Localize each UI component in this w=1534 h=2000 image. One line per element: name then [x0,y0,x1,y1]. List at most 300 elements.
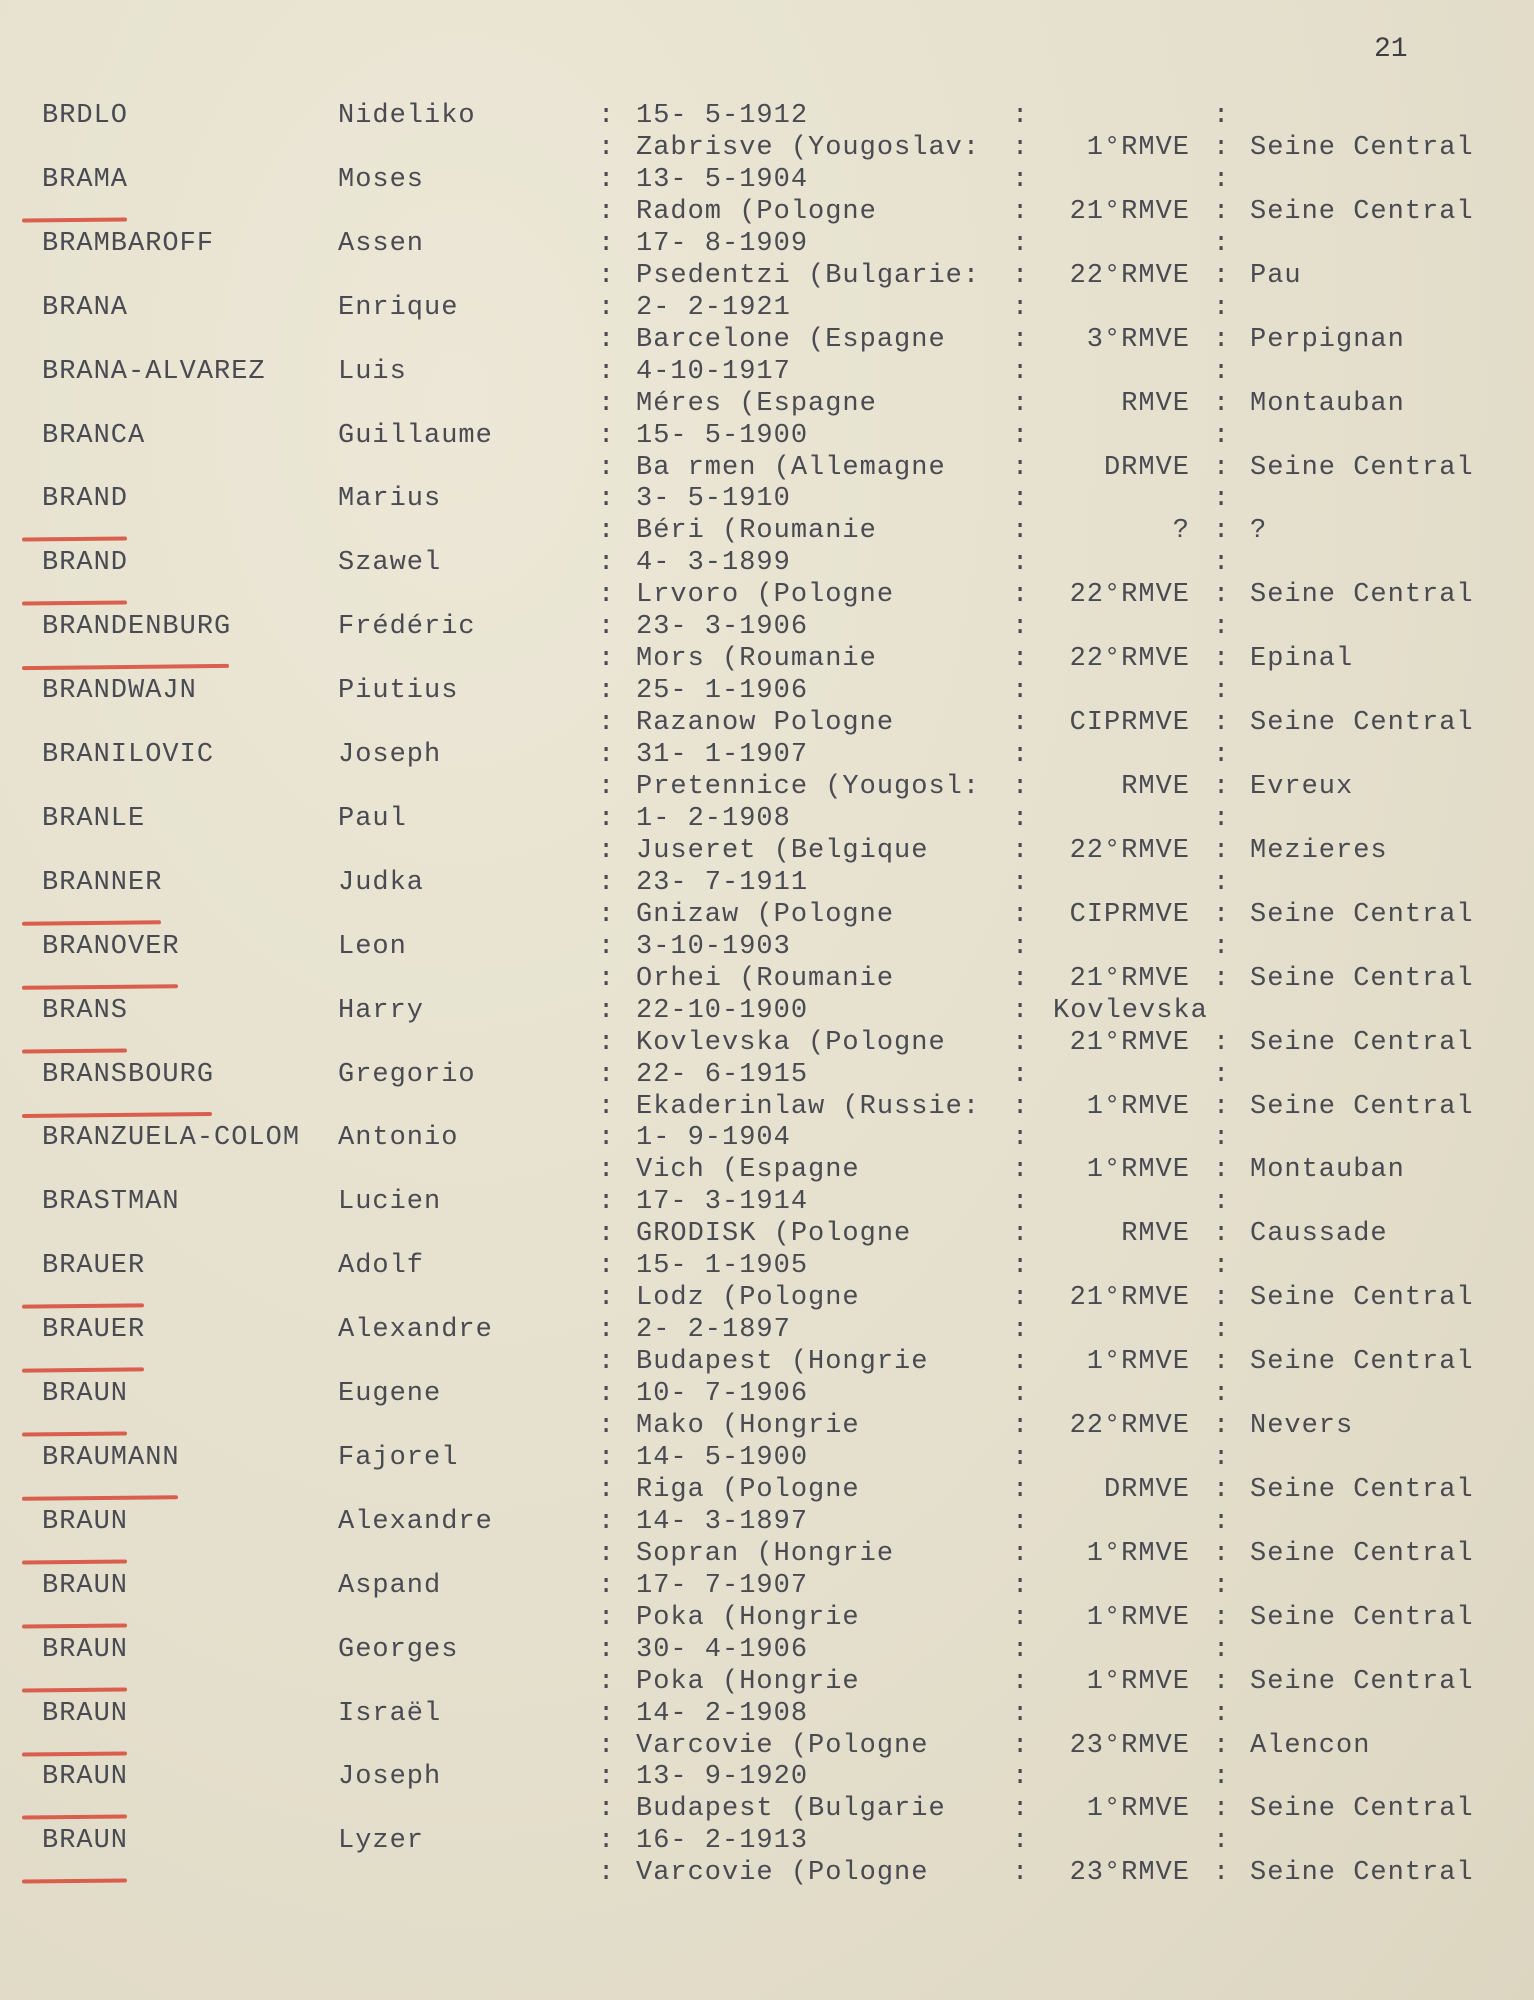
separator: : [1213,964,1231,994]
separator: : [1012,1731,1030,1761]
separator: : [1012,676,1030,706]
separator: : [1213,1092,1231,1122]
unit: CIPRMVE [1069,708,1190,738]
birth-date: 16- 2-1913 [636,1826,809,1856]
surname: BRANDENBURG [42,612,232,642]
birth-place: Vich (Espagne [636,1155,860,1185]
separator: : [1012,1539,1030,1569]
birth-date: 3- 5-1910 [636,484,791,514]
destination: Seine Central [1250,197,1474,227]
separator: : [598,1219,616,1249]
red-underline [22,1048,127,1053]
surname: BRANS [42,996,129,1026]
destination: Seine Central [1250,1667,1474,1697]
destination: Evreux [1250,772,1354,802]
separator: : [1012,516,1030,546]
separator: : [598,421,616,451]
separator: : [598,325,616,355]
surname: BRANNER [42,868,163,898]
destination: Seine Central [1250,133,1474,163]
separator: : [1213,1315,1231,1345]
separator: : [598,357,616,387]
destination: Seine Central [1250,1858,1474,1888]
birth-date: 30- 4-1906 [636,1635,809,1665]
birth-place: Barcelone (Espagne [636,325,946,355]
separator: : [1012,1219,1030,1249]
unit: DRMVE [1103,453,1190,483]
birth-place: Orhei (Roumanie [636,964,895,994]
separator: : [1213,932,1231,962]
birth-place: Budapest (Bulgarie [636,1794,946,1824]
separator: : [1012,357,1030,387]
destination: Seine Central [1250,1794,1474,1824]
separator: : [1213,612,1231,642]
destination: Seine Central [1250,708,1474,738]
birth-date: 2- 2-1921 [636,293,791,323]
separator: : [1213,1731,1231,1761]
red-underline [22,217,127,222]
separator: : [1012,868,1030,898]
separator: : [1213,580,1231,610]
birth-date: 1- 9-1904 [636,1123,791,1153]
unit: 22°RMVE [1069,836,1190,866]
separator: : [598,1794,616,1824]
unit: 23°RMVE [1069,1858,1190,1888]
first-name: Paul [338,804,407,834]
red-underline [22,1495,178,1501]
separator: : [1213,1858,1231,1888]
destination: Seine Central [1250,1347,1474,1377]
unit: 21°RMVE [1069,1283,1190,1313]
separator: : [1213,1123,1231,1153]
separator: : [598,1187,616,1217]
separator: : [1213,1826,1231,1856]
surname: BRAUN [42,1699,129,1729]
separator: : [598,740,616,770]
separator: : [1012,1635,1030,1665]
first-name: Luis [338,357,407,387]
separator: : [1012,996,1030,1026]
unit: ? [1172,516,1190,546]
unit: 1°RMVE [1086,133,1190,163]
unit: RMVE [1121,772,1190,802]
separator: : [1012,1794,1030,1824]
separator: : [1012,133,1030,163]
first-name: Assen [338,229,425,259]
surname: BRAUN [42,1762,129,1792]
separator: : [598,580,616,610]
first-name: Lucien [338,1187,442,1217]
separator: : [598,1028,616,1058]
red-underline [22,1687,127,1692]
surname: BRAUN [42,1635,129,1665]
separator: : [1012,1507,1030,1537]
first-name: Joseph [338,740,442,770]
destination: Seine Central [1250,453,1474,483]
first-name: Alexandre [338,1507,493,1537]
separator: : [1213,1794,1231,1824]
separator: : [1012,708,1030,738]
separator: : [598,1699,616,1729]
separator: : [1213,1635,1231,1665]
surname: BRANA [42,293,129,323]
birth-place: Poka (Hongrie [636,1667,860,1697]
unit: 1°RMVE [1086,1155,1190,1185]
destination: Nevers [1250,1411,1354,1441]
separator: : [598,165,616,195]
red-underline [22,1559,127,1564]
surname: BRDLO [42,101,129,131]
separator: : [598,964,616,994]
separator: : [1213,868,1231,898]
separator: : [1213,676,1231,706]
separator: : [598,1539,616,1569]
separator: : [598,1379,616,1409]
separator: : [598,453,616,483]
separator: : [1213,1379,1231,1409]
surname: BRAMBAROFF [42,229,215,259]
birth-place: Varcovie (Pologne [636,1858,929,1888]
unit: 21°RMVE [1069,964,1190,994]
destination: Seine Central [1250,1028,1474,1058]
destination: Pau [1250,261,1302,291]
first-name: Nideliko [338,101,476,131]
separator: : [1213,1251,1231,1281]
destination: Seine Central [1250,1475,1474,1505]
separator: : [598,1123,616,1153]
birth-date: 14- 5-1900 [636,1443,809,1473]
birth-place: Riga (Pologne [636,1475,860,1505]
birth-place: Béri (Roumanie [636,516,877,546]
separator: : [1012,1667,1030,1697]
destination: Seine Central [1250,900,1474,930]
separator: : [1213,133,1231,163]
birth-place: Pretennice (Yougosl: [636,772,981,802]
surname: BRANA-ALVAREZ [42,357,266,387]
first-name: Joseph [338,1762,442,1792]
separator: : [1012,197,1030,227]
separator: : [1012,580,1030,610]
birth-date: 13- 9-1920 [636,1762,809,1792]
unit: RMVE [1121,389,1190,419]
destination: Caussade [1250,1219,1388,1249]
separator: : [1012,1092,1030,1122]
unit: 1°RMVE [1086,1539,1190,1569]
red-underline [22,1878,127,1883]
separator: : [1213,453,1231,483]
birth-place: Mors (Roumanie [636,644,877,674]
unit: 21°RMVE [1069,1028,1190,1058]
unit: 22°RMVE [1069,580,1190,610]
surname: BRAUER [42,1315,146,1345]
separator: : [1213,1507,1231,1537]
unit: CIPRMVE [1069,900,1190,930]
separator: : [1012,1379,1030,1409]
separator: : [1213,804,1231,834]
separator: : [598,868,616,898]
birth-date: 17- 7-1907 [636,1571,809,1601]
unit: 1°RMVE [1086,1347,1190,1377]
separator: : [1012,1123,1030,1153]
birth-place: Méres (Espagne [636,389,877,419]
separator: : [1213,1699,1231,1729]
birth-place: Ba rmen (Allemagne [636,453,946,483]
separator: : [1012,1443,1030,1473]
separator: : [598,261,616,291]
first-name: Aspand [338,1571,442,1601]
birth-place: Lodz (Pologne [636,1283,860,1313]
unit: 21°RMVE [1069,197,1190,227]
separator: : [598,293,616,323]
destination: Alencon [1250,1731,1371,1761]
separator: : [598,389,616,419]
separator: : [1213,293,1231,323]
unit: 1°RMVE [1086,1794,1190,1824]
birth-place: Lrvoro (Pologne [636,580,895,610]
separator: : [1213,261,1231,291]
separator: : [1012,1826,1030,1856]
birth-date: 15- 5-1900 [636,421,809,451]
birth-date: 31- 1-1907 [636,740,809,770]
separator: : [598,996,616,1026]
separator: : [1213,1219,1231,1249]
separator: : [1213,1603,1231,1633]
first-name: Frédéric [338,612,476,642]
separator: : [1012,900,1030,930]
register-entry [0,1825,1534,1953]
separator: : [598,1411,616,1441]
separator: : [1012,1283,1030,1313]
separator: : [1213,1187,1231,1217]
separator: : [1012,772,1030,802]
unit: 3°RMVE [1086,325,1190,355]
birth-date: 22- 6-1915 [636,1060,809,1090]
separator: : [598,932,616,962]
separator: : [1213,389,1231,419]
surname: BRASTMAN [42,1187,180,1217]
separator: : [598,484,616,514]
first-name: Lyzer [338,1826,425,1856]
unit: DRMVE [1103,1475,1190,1505]
separator: : [598,836,616,866]
destination: Seine Central [1250,580,1474,610]
separator: : [1213,772,1231,802]
birth-place: Radom (Pologne [636,197,877,227]
surname: BRANILOVIC [42,740,215,770]
separator: : [1012,964,1030,994]
birth-date: 23- 3-1906 [636,612,809,642]
separator: : [598,1475,616,1505]
unit: 22°RMVE [1069,1411,1190,1441]
separator: : [598,101,616,131]
separator: : [1213,836,1231,866]
separator: : [1012,612,1030,642]
surname: BRANDWAJN [42,676,197,706]
birth-date: 14- 3-1897 [636,1507,809,1537]
separator: : [1012,548,1030,578]
separator: : [1012,1603,1030,1633]
first-name: Judka [338,868,425,898]
first-name: Guillaume [338,421,493,451]
birth-date: 1- 2-1908 [636,804,791,834]
separator: : [1012,836,1030,866]
first-name: Alexandre [338,1315,493,1345]
separator: : [598,548,616,578]
red-underline [22,1751,127,1756]
separator: : [1012,325,1030,355]
separator: : [598,772,616,802]
separator: : [1213,101,1231,131]
birth-place: GRODISK (Pologne [636,1219,912,1249]
surname: BRANZUELA-COLOM [42,1123,301,1153]
first-name: Szawel [338,548,442,578]
unit: 1°RMVE [1086,1603,1190,1633]
separator: : [598,708,616,738]
birth-place: Juseret (Belgique [636,836,929,866]
separator: : [1213,421,1231,451]
separator: : [598,1858,616,1888]
separator: : [598,1347,616,1377]
unit: 1°RMVE [1086,1092,1190,1122]
birth-date: 4- 3-1899 [636,548,791,578]
surname: BRAUMANN [42,1443,180,1473]
separator: : [1213,1347,1231,1377]
first-name: Antonio [338,1123,459,1153]
separator: : [1012,165,1030,195]
birth-date: 3-10-1903 [636,932,791,962]
separator: : [598,229,616,259]
first-name: Harry [338,996,425,1026]
separator: : [1012,1060,1030,1090]
birth-place: Sopran (Hongrie [636,1539,895,1569]
separator: : [1213,708,1231,738]
unit-note: Kovlevska [1053,996,1208,1026]
birth-date: 22-10-1900 [636,996,809,1026]
separator: : [1012,1187,1030,1217]
separator: : [1213,740,1231,770]
red-underline [22,1623,127,1628]
destination: Montauban [1250,389,1405,419]
separator: : [598,1315,616,1345]
surname: BRAND [42,484,129,514]
surname: BRAUER [42,1251,146,1281]
separator: : [1012,1858,1030,1888]
destination: Seine Central [1250,964,1474,994]
separator: : [598,1731,616,1761]
surname: BRANCA [42,421,146,451]
separator: : [1012,421,1030,451]
birth-place: Ekaderinlaw (Russie: [636,1092,981,1122]
birth-date: 4-10-1917 [636,357,791,387]
birth-date: 2- 2-1897 [636,1315,791,1345]
first-name: Eugene [338,1379,442,1409]
separator: : [1213,484,1231,514]
separator: : [598,644,616,674]
separator: : [1012,229,1030,259]
birth-date: 10- 7-1906 [636,1379,809,1409]
separator: : [1213,644,1231,674]
birth-date: 25- 1-1906 [636,676,809,706]
first-name: Adolf [338,1251,425,1281]
red-underline [22,664,229,670]
separator: : [1012,101,1030,131]
separator: : [598,1635,616,1665]
separator: : [598,1092,616,1122]
separator: : [598,676,616,706]
separator: : [598,1251,616,1281]
birth-place: Budapest (Hongrie [636,1347,929,1377]
separator: : [1012,1315,1030,1345]
destination: Mezieres [1250,836,1388,866]
separator: : [1012,1155,1030,1185]
birth-date: 23- 7-1911 [636,868,809,898]
surname: BRAND [42,548,129,578]
birth-date: 17- 3-1914 [636,1187,809,1217]
separator: : [598,197,616,227]
separator: : [1213,165,1231,195]
separator: : [1012,1251,1030,1281]
destination: Seine Central [1250,1603,1474,1633]
unit: 22°RMVE [1069,261,1190,291]
separator: : [1012,1699,1030,1729]
separator: : [1213,900,1231,930]
birth-date: 15- 5-1912 [636,101,809,131]
separator: : [1213,516,1231,546]
separator: : [1012,932,1030,962]
unit: 23°RMVE [1069,1731,1190,1761]
first-name: Fajorel [338,1443,459,1473]
red-underline [22,920,161,925]
red-underline [22,984,178,990]
separator: : [598,1507,616,1537]
destination: ? [1250,516,1268,546]
birth-date: 13- 5-1904 [636,165,809,195]
birth-place: Kovlevska (Pologne [636,1028,946,1058]
birth-place: Psedentzi (Bulgarie: [636,261,981,291]
red-underline [22,1367,144,1372]
separator: : [598,804,616,834]
birth-place: Varcovie (Pologne [636,1731,929,1761]
destination: Montauban [1250,1155,1405,1185]
destination: Seine Central [1250,1092,1474,1122]
separator: : [1012,1028,1030,1058]
separator: : [598,133,616,163]
separator: : [1012,644,1030,674]
separator: : [1012,389,1030,419]
separator: : [1012,1571,1030,1601]
page-number: 21 [1374,34,1408,65]
unit: 22°RMVE [1069,644,1190,674]
surname: BRAMA [42,165,129,195]
first-name: Piutius [338,676,459,706]
first-name: Marius [338,484,442,514]
separator: : [1213,325,1231,355]
birth-place: Zabrisve (Yougoslav: [636,133,981,163]
separator: : [598,1155,616,1185]
separator: : [598,1762,616,1792]
separator: : [1213,1475,1231,1505]
separator: : [1213,229,1231,259]
separator: : [1012,293,1030,323]
first-name: Leon [338,932,407,962]
separator: : [598,900,616,930]
first-name: Georges [338,1635,459,1665]
separator: : [1012,740,1030,770]
destination: Seine Central [1250,1283,1474,1313]
birth-place: Gnizaw (Pologne [636,900,895,930]
birth-date: 15- 1-1905 [636,1251,809,1281]
separator: : [1213,1443,1231,1473]
